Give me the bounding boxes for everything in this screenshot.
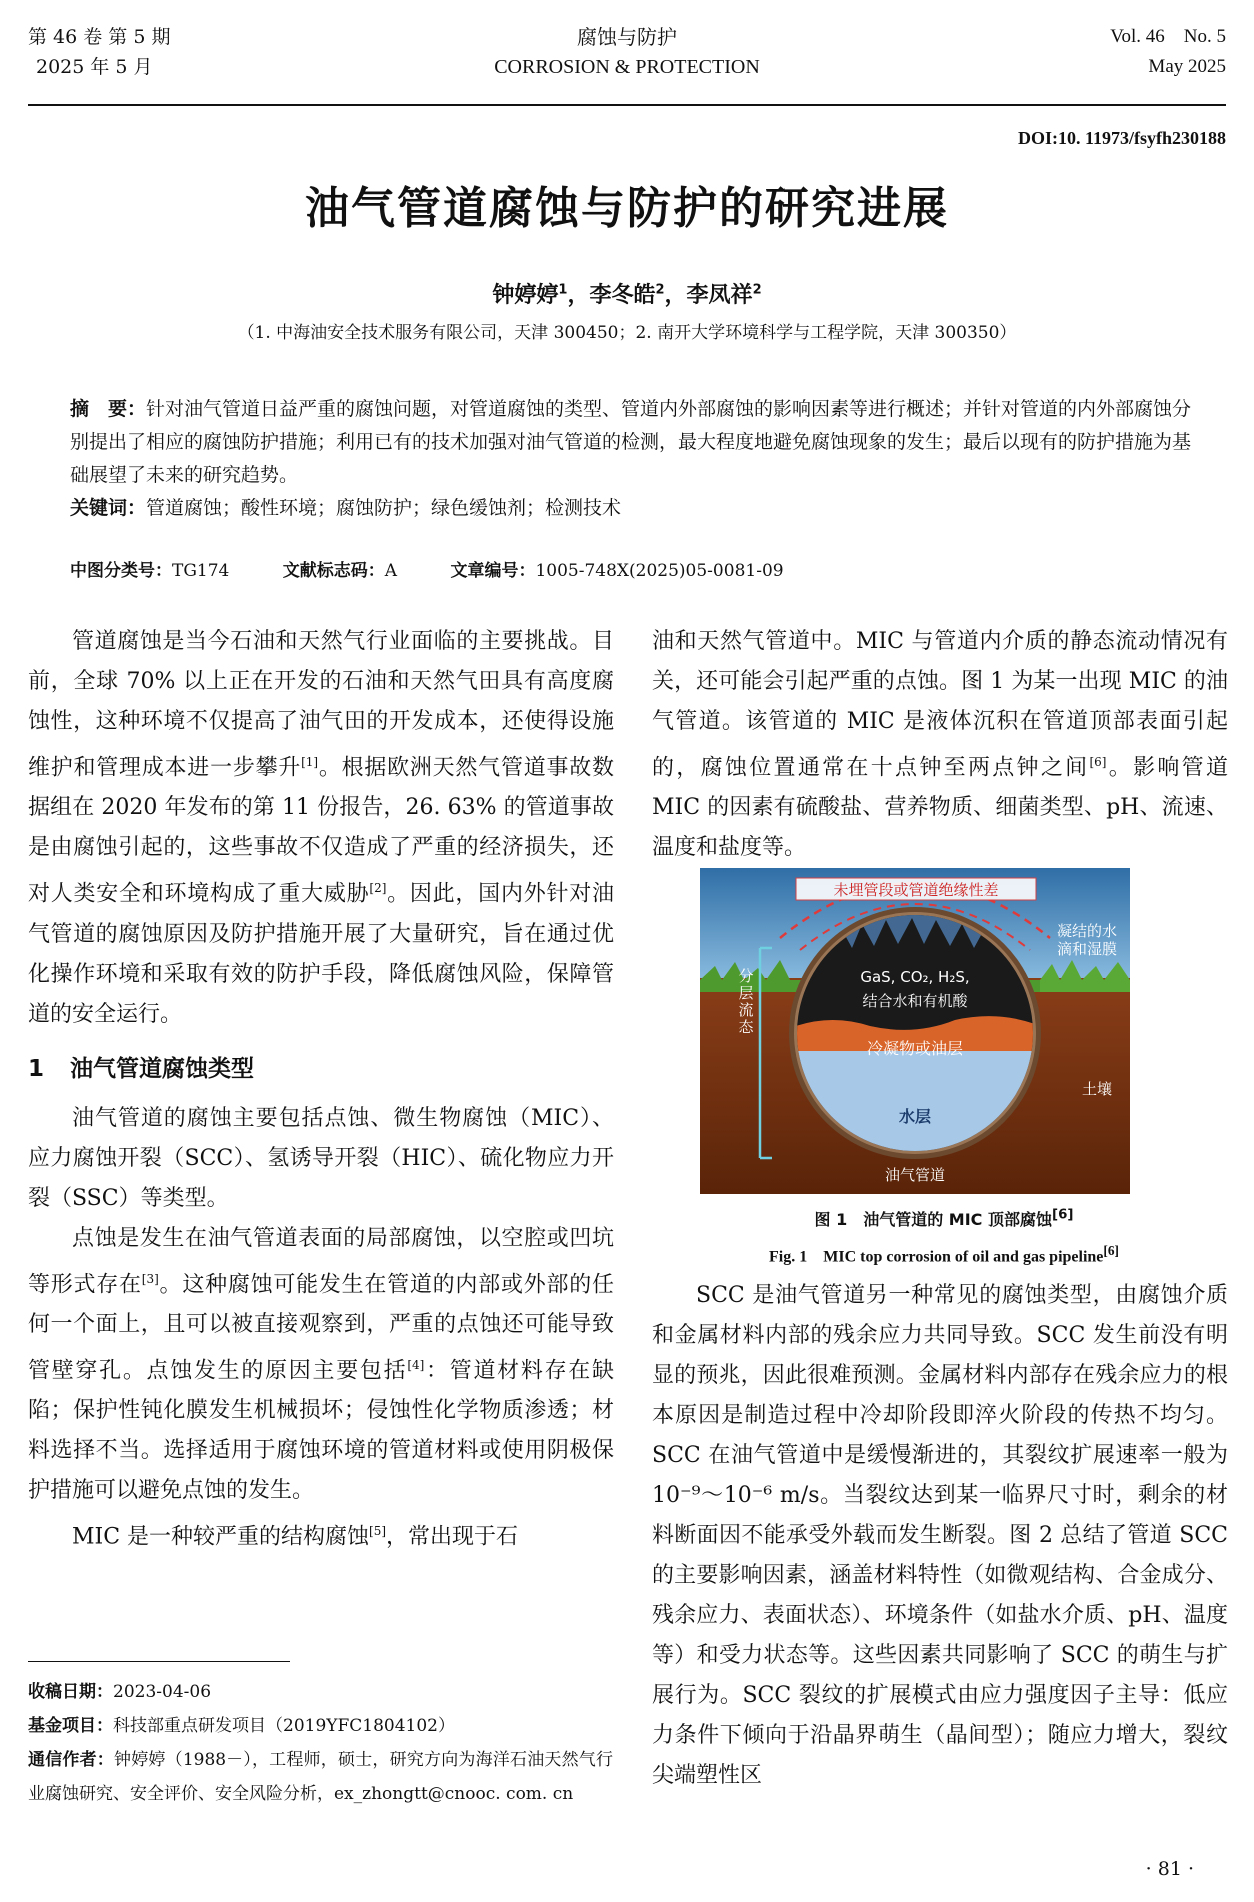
article-number-value: 1005-748X(2025)05-0081-09 [535,561,784,581]
left-column [28,622,614,1558]
figure-label-flow: 分 层 流 态 [738,967,754,1036]
clc-label: 中图分类号： [70,561,172,581]
citation[interactable]: [2] [369,881,387,896]
author-affiliation-mark: 2 [752,282,762,298]
citation[interactable]: [4] [407,1357,425,1372]
text-run: 。因此，国内外针对油气管道的腐蚀原因及防护措施开展了大量研究，旨在通过优化操作环境和采取有效的防护手段，降低腐蚀风险，保障管道的安全运行。 [28,881,614,1027]
paragraph: SCC 是油气管道另一种常见的腐蚀类型，由腐蚀介质和金属材料内部的残余应力共同导致。SCC 发生前没有明显的预兆，因此很难预测。金属材料内部存在残余应力的根本原因是制造过程中冷却阶段即淬火阶段的传热不均匀。SCC 在油气管道中是缓慢渐进的，其裂纹扩展速率一般为 10⁻⁹～10⁻⁶ m/s。当裂纹达到某一临界尺寸时，剩余的材料断面因不能承受外载而发生断裂。图 2 总结了管道 SCC 的主要影响因素，涵盖材料特性（如微观结构、合金成分、残余应力、表面状态）、环境条件（如盐水介质、pH、温度等）和受力状态等。这些因素共同影响了 SCC 的萌生与扩展行为。SCC 裂纹的扩展模式由应力强度因子主导：低应力条件下倾向于沿晶界萌生（晶间型）；随应力增大，裂纹尖端塑性区 [652,1283,1228,1788]
doc-code-value: A [384,561,398,581]
doi: DOI:10. 11973/fsyfh230188 [1017,128,1226,148]
citation[interactable]: [1] [301,755,319,769]
journal-volume-issue: 第 46 卷 第 5 期 [28,26,171,48]
figure-label-top: 未埋管段或管道绝缘性差 [833,881,999,899]
text-run: MIC 是一种较严重的结构腐蚀 [72,1524,370,1550]
figure-label-gas2: 结合水和有机酸 [862,992,968,1010]
journal-date-en: May 2025 [1148,56,1226,77]
figure-label-pipe: 油气管道 [884,1166,945,1184]
citation[interactable]: [6] [1089,755,1107,769]
text-run: ，常出现于石 [386,1524,519,1550]
figure-label-gas: GaS, CO₂, H₂S, [860,968,970,986]
received-date: 2023-04-06 [113,1682,212,1702]
author-list: 钟婷婷$^1$，李冬皓$^2$，李凤祥$^2$ [492,282,762,308]
corresponding-text: 钟婷婷（1988－），工程师，硕士，研究方向为海洋石油天然气行业腐蚀研究、安全评价、安全风险分析，ex_zhongtt@cnooc. com. cn [28,1750,614,1804]
fund-text: 科技部重点研发项目（2019YFC1804102） [113,1716,455,1736]
author-affiliation-mark: 2 [655,282,665,298]
received-label: 收稿日期： [28,1682,113,1702]
right-column-bottom [652,1276,1228,1796]
section-number: 1 [28,1055,45,1082]
footnote-rule [28,1661,290,1662]
citation[interactable]: [6] [1103,1243,1119,1258]
journal-volume-en: Vol. 46 No. 5 [1110,26,1226,47]
abstract-text: 针对油气管道日益严重的腐蚀问题，对管道腐蚀的类型、管道内外部腐蚀的影响因素等进行概述；并针对管道的内外部腐蚀分别提出了相应的腐蚀防护措施；利用已有的技术加强对油气管道的检测，最大程度地避免腐蚀现象的发生；最后以现有的防护措施为基础展望了未来的研究趋势。 [70,398,1192,486]
figure-caption-zh [664,1207,1224,1230]
abstract-label: 摘 要： [70,398,147,420]
footnote [28,1675,613,1811]
text-run: ：管道材料存在缺陷；保护性钝化膜发生机械损坏；侵蚀性化学物质渗透；材料选择不当。选择适用于腐蚀环境的管道材料或使用阴极保护措施可以避免点蚀的发生。 [28,1358,614,1504]
section-title: 油气管道腐蚀类型 [70,1055,255,1082]
article-number-label: 文章编号： [450,561,536,581]
paper-title: 油气管道腐蚀与防护的研究进展 [305,183,949,234]
text-run: 。影响管道 MIC 的因素有硫酸盐、营养物质、细菌类型、pH、流速、温度和盐度等。 [652,755,1228,861]
page-number: · 81 · [1145,1858,1194,1880]
author-name: 李凤祥 [686,283,753,308]
citation[interactable]: [6] [1052,1207,1074,1223]
paragraph: 油气管道的腐蚀主要包括点蚀、微生物腐蚀（MIC）、应力腐蚀开裂（SCC）、氢诱导开裂（HIC）、硫化物应力开裂（SSC）等类型。 [28,1105,614,1211]
journal-name-en: CORROSION & PROTECTION [494,56,760,78]
keywords-text: 管道腐蚀；酸性环境；腐蚀防护；绿色缓蚀剂；检测技术 [146,497,622,519]
header-rule [28,104,1226,106]
paragraph [28,622,614,1035]
paragraph [652,622,1228,868]
figure-label-water: 水层 [898,1107,931,1126]
text-run: 点蚀是发生在油气管道表面的局部腐蚀，以空腔或凹坑等形式存在 [28,1225,614,1297]
paragraph [28,1219,614,1512]
figure-svg [700,868,1130,1194]
caption-text: Fig. 1 MIC top corrosion of oil and gas pipeline [769,1248,1104,1266]
caption-text: 图 1 油气管道的 MIC 顶部腐蚀 [814,1210,1052,1229]
figure-label-soil: 土壤 [1081,1080,1112,1098]
figure-mic-illustration [700,868,1130,1194]
text-run: 。这种腐蚀可能发生在管道的内部或外部的任何一个面上，且可以被直接观察到，严重的点蚀还可能导致管壁穿孔。点蚀发生的原因主要包括 [28,1271,614,1384]
text-run: 油和天然气管道中。MIC 与管道内介质的静态流动情况有关，还可能会引起严重的点蚀。图 1 为某一出现 MIC 的油气管道。该管道的 MIC 是液体沉积在管道顶部表面引起的，腐蚀位置通常在十点钟至两点钟之间 [652,629,1228,781]
figure-label-condensed: 凝结的水 滴和湿膜 [1056,922,1117,958]
text-run: 。根据欧洲天然气管道事故数据组在 2020 年发布的第 11 份报告，26. 63% 的管道事故是由腐蚀引起的，这些事故不仅造成了严重的经济损失，还对人类安全和环境构成了重大威胁 [28,755,614,907]
paragraph [28,1511,614,1557]
citation[interactable]: [3] [141,1271,159,1286]
clc-value: TG174 [172,561,230,581]
journal-name-zh: 腐蚀与防护 [577,25,677,49]
right-column-top [652,622,1228,868]
abstract [70,393,1200,525]
classification-row [70,556,1200,581]
figure-label-condensate: 冷凝物或油层 [866,1039,963,1058]
author-name: 钟婷婷 [492,283,559,308]
citation[interactable]: [5] [369,1524,387,1539]
corresponding-label: 通信作者： [28,1750,115,1770]
section-heading [28,1049,614,1089]
journal-date: 2025 年 5 月 [36,56,153,78]
doc-code-label: 文献标志码： [282,561,385,581]
figure-caption-en [664,1243,1224,1266]
text-run: 管道腐蚀是当今石油和天然气行业面临的主要挑战。目前，全球 70% 以上正在开发的石油和天然气田具有高度腐蚀性，这种环境不仅提高了油气田的开发成本，还使得设施维护和管理成本进一步攀升 [28,629,614,781]
affiliations: （1. 中海油安全技术服务有限公司，天津 300450；2. 南开大学环境科学与工程学院，天津 300350） [237,323,1017,343]
author-name: 李冬皓 [589,283,656,308]
fund-label: 基金项目： [28,1716,113,1736]
author-affiliation-mark: 1 [558,282,568,298]
keywords-label: 关键词： [70,497,147,519]
